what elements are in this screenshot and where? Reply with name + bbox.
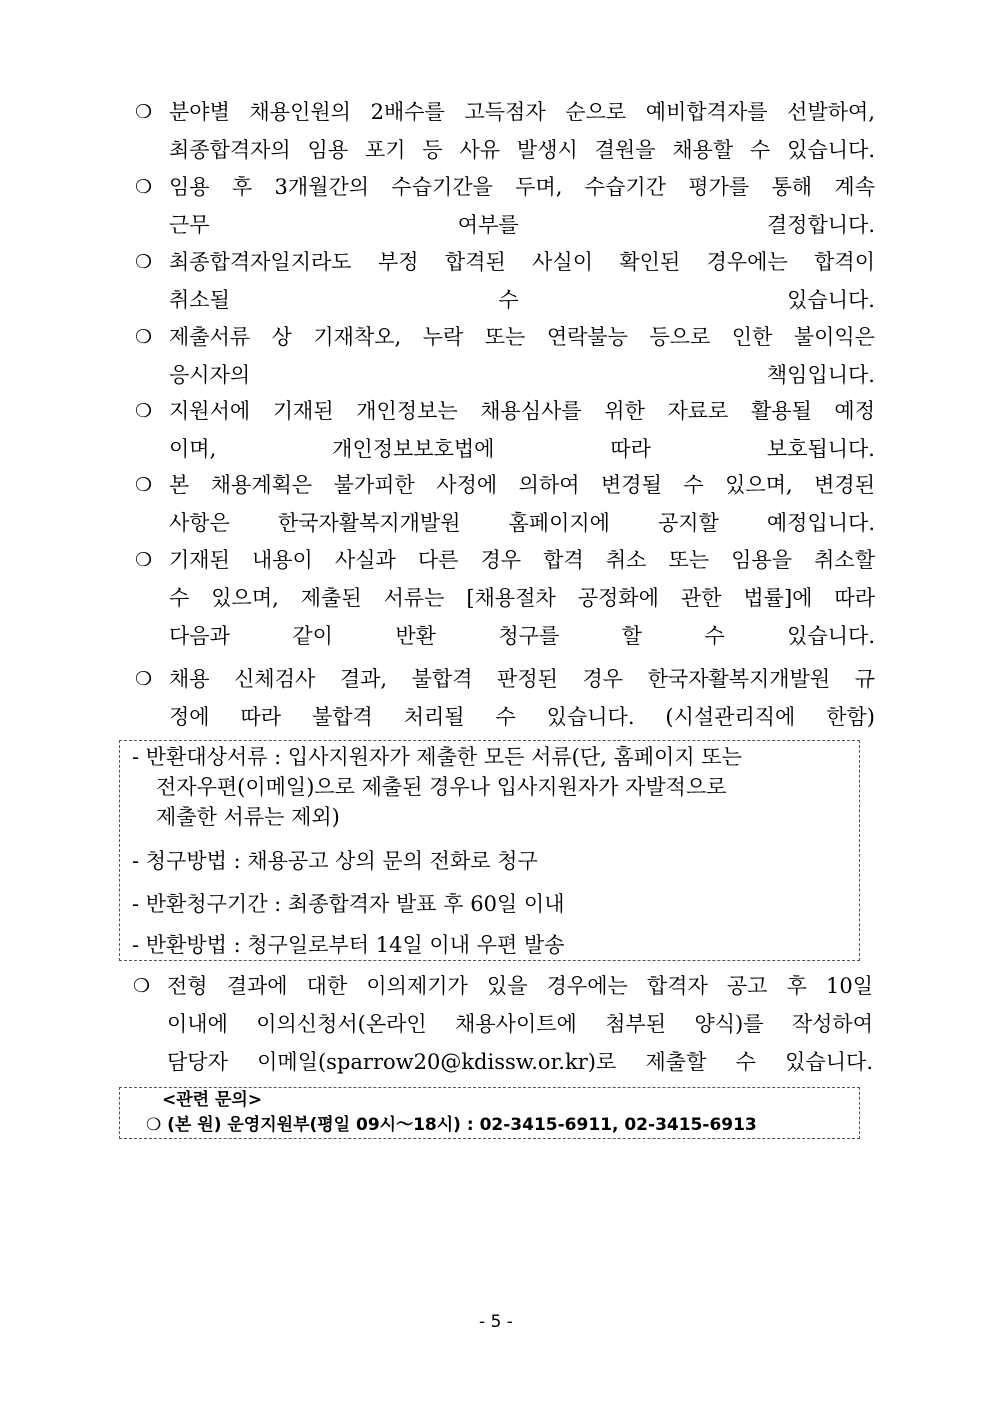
bullet-mark: ❍ [135,101,153,123]
bullet-line: 정에 따라 불합격 처리될 수 있습니다. (시설관리직에 한함) [169,705,875,729]
page-number: - 5 - [479,1312,513,1332]
bullet-line: 수 있으며, 제출된 서류는 [채용절차 공정화에 관한 법률]에 따라 [169,586,875,610]
bullet-document-errors [135,318,875,394]
bullet-line: 분야별 채용인원의 2배수를 고득점자 순으로 예비합격자를 선발하여, [169,100,875,124]
bullet-line: 최종합격자의 임용 포기 등 사유 발생시 결원을 채용할 수 있습니다. [169,138,875,162]
bullet-mark: ❍ [135,400,153,422]
bullet-mark: ❍ [135,474,153,496]
bullet-line: 이며, 개인정보보호법에 따라 보호됩니다. [169,437,875,461]
bullet-line: 취소될 수 있습니다. [169,288,875,312]
return-request-method: - 청구방법 : 채용공고 상의 문의 전화로 청구 [132,849,538,873]
bullet-mark: ❍ [133,975,151,997]
bullet-line: 근무 여부를 결정합니다. [169,213,875,237]
bullet-false-statement [135,541,875,655]
contact-phone-line: ❍ (본 원) 운영지원부(평일 09시～18시) : 02-3415-6911, 02-3415-6913 [146,1115,757,1135]
bullet-line: 다음과 같이 반환 청구를 할 수 있습니다. [169,624,875,648]
bullet-objection [133,967,873,1081]
bullet-line: 제출서류 상 기재착오, 누락 또는 연락불능 등으로 인한 불이익은 [169,325,875,349]
bullet-cancellation [135,243,875,319]
return-method: - 반환방법 : 청구일로부터 14일 이내 우편 발송 [132,933,565,957]
bullet-line: 이내에 이의신청서(온라인 채용사이트에 첨부된 양식)를 작성하여 [167,1012,873,1036]
bullet-line: 담당자 이메일(sparrow20@kdissw.or.kr)로 제출할 수 있습니다. [167,1050,873,1074]
bullet-line: 지원서에 기재된 개인정보는 채용심사를 위한 자료로 활용될 예정 [169,399,875,423]
bullet-line: 임용 후 3개월간의 수습기간을 두며, 수습기간 평가를 통해 계속 [169,175,875,199]
bullet-mark: ❍ [135,668,153,690]
bullet-mark: ❍ [135,176,153,198]
bullet-reserve-candidates [135,93,875,169]
bullet-privacy [135,392,875,468]
bullet-line: 전형 결과에 대한 이의제기가 있을 경우에는 합격자 공고 후 10일 [167,974,873,998]
bullet-line: 사항은 한국자활복지개발원 홈페이지에 공지할 예정입니다. [169,511,875,535]
bullet-mark: ❍ [135,251,153,273]
return-target-line: 전자우편(이메일)으로 제출된 경우나 입사지원자가 자발적으로 [156,775,727,799]
bullet-plan-change [135,466,875,542]
bullet-line: 기재된 내용이 사실과 다른 경우 합격 취소 또는 임용을 취소할 [169,548,875,572]
return-target-line: 제출한 서류는 제외) [156,805,340,829]
return-target-line: - 반환대상서류 : 입사지원자가 제출한 모든 서류(단, 홈페이지 또는 [132,745,742,769]
bullet-medical-check [135,660,875,736]
bullet-probation [135,168,875,244]
bullet-line: 본 채용계획은 불가피한 사정에 의하여 변경될 수 있으며, 변경된 [169,473,875,497]
contact-box [119,1087,860,1139]
bullet-line: 응시자의 책임입니다. [169,363,875,387]
bullet-mark: ❍ [135,549,153,571]
bullet-mark: ❍ [135,326,153,348]
contact-heading: <관련 문의> [162,1090,263,1110]
return-request-period: - 반환청구기간 : 최종합격자 발표 후 60일 이내 [132,892,565,916]
bullet-line: 최종합격자일지라도 부정 합격된 사실이 확인된 경우에는 합격이 [169,250,875,274]
return-documents-box [119,740,860,961]
bullet-line: 채용 신체검사 결과, 불합격 판정된 경우 한국자활복지개발원 규 [169,667,875,691]
